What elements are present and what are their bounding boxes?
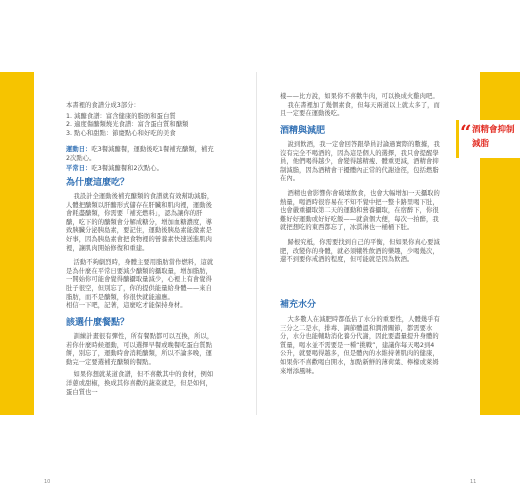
paragraph: 大多數人在減肥時都低估了水分的重要性，人體幾乎有三分之二是水，排毒、調節體溫和潤滑關節，都需要水分，水分也能輔助消化養分代謝，因此要盡量提升身體的質量，喝水並不需要是一種“挑戰”，建議你每天喝2到4公升，就要喝得越多，但是體內的水維持著肌肉的健康，如果你不喜歡喝白開水，加點新鮮的薄荷葉、檸檬或萊姆來增添風味。 (280, 316, 440, 375)
recipe-list-item: 3. 點心和甜點：節慶點心和好吃的美食 (66, 129, 176, 137)
paragraph: 活動不夠劇烈時，身體主要用脂肪當作燃料，這就是為什麼在平常日要減少醣類的攝取量，增加脂肪，一開始你可能會覺得醣攝取量減少，心裡上有會覺得肚子很空，但別忘了，你的提供能量給身體——來自脂肪，而不是醣類，你很快就能適應。 (66, 259, 214, 301)
yellow-side-band-left (0, 72, 34, 415)
section-heading-alcohol: 酒精與減肥 (280, 126, 326, 136)
normal-day-line (66, 165, 214, 174)
recipe-intro-block (66, 102, 214, 138)
workout-day-label: 運動日： (66, 146, 92, 153)
section-water-body (280, 316, 440, 376)
recipe-list-item: 2. 適度傷醣類燒光食譜：富含蛋白質和醣類 (66, 121, 189, 129)
paragraph: 歸根究柢，你需要找到自己的平衡，但如果你真心要減肥，改變你的身體，就必須犧牲飲酒的樂趣，少喝幾次，還不到要你戒酒的程度，但可能就是因為飲酒。 (280, 238, 440, 264)
callout-text: 酒精會抑制減脂 (472, 125, 515, 149)
section-why-body (66, 193, 214, 311)
section-heading-water: 補充水分 (280, 300, 317, 310)
paragraph: 我設計全運動後補充醣類的食譜就有效幫助減脂，人體把醣類以肝醣形式儲存在肝臟和肌肉裡，運動後會耗盡醣類，你需要「補充燃料」，認為讓你的肝醣，吃下的的醣類會分解成糖分，增加血糖濃度，導致胰臟分泌胰島素，要記住，運動後胰島素能激素是好事，因為胰島素會把食物裡的營養素快速送進肌肉裡，讓肌肉開始修復和重建。 (66, 193, 214, 252)
page-number-left: 10 (44, 479, 51, 485)
paragraph: 相信一下吧，記著，這麼吃才能保持身材。 (66, 302, 187, 310)
paragraph: 樣——比方說，如果你不喜歡牛肉，可以換成火雞肉吧。 (280, 93, 439, 100)
page-number-right: 11 (470, 479, 477, 485)
normal-day-text: 吃3餐減醣餐和2次點心。 (91, 165, 163, 173)
workout-day-text: 吃3餐減醣餐，運動後吃1餐補充醣類，補充2次點心。 (66, 146, 214, 162)
normal-day-label: 平常日： (66, 165, 92, 173)
recipe-intro: 本書裡的食譜分成3部分： (66, 102, 140, 109)
paragraph: 酒精也會影響你會破壞飲食，也會大幅增加一天攝取的熱量，喝酒時很容易在不知不覺中把一整卡路里喝下肚，也會嚴重攝取第二天的運動和營養攝取，在宿醉下，你很難好好運動或好好吃飯——就貪個大便，每次一拍醉，我就把想吃的東西都忘了，冰淇淋也一桶桶下肚。 (280, 189, 440, 232)
section-meals-body (66, 333, 214, 397)
paragraph: 我在書裡加了幾個素食，但每天兩道以上就太多了，而且一定要在運動後吃。 (280, 101, 440, 118)
recipe-list-item: 1. 減醣食譜：富含健康的脂肪和蛋白質 (66, 112, 176, 120)
workout-day-line (66, 146, 214, 163)
section-alcohol-body (280, 141, 440, 265)
day-plan-block (66, 146, 214, 174)
section-heading-meals: 該選什麼餐點？ (66, 318, 130, 328)
right-intro-block (280, 93, 444, 119)
paragraph: 如果你想就某道食譜，但不喜歡其中的食材，例如洋蔥或甜椒，換成其你喜歡的蔬菜就是，但是如何，蛋白質也一 (66, 371, 214, 396)
pull-quote-callout (456, 120, 520, 158)
paragraph: 訓練計畫很有彈性，所有餐點都可以互換，所以，若你什麼時候運動，可以選擇早餐或晚餐吃蛋白質點餅，別忘了，運動時會消耗醣類，所以不論多晚，運動完一定要選補充醣類的餐點。 (66, 333, 214, 366)
quote-mark-icon: “ (460, 120, 472, 144)
section-heading-why: 為什麼這麼吃？ (66, 178, 130, 188)
paragraph: 說到飲酒，我一定會回答跟學員討論過實際的數據，我沒有完全不喝酒的，因為這是個人的選擇，我只會提醒學員，他們喝得越少，會變得越精瘦、體重更減，酒精會抑制減脂，因為酒精會干擾體內正常的代謝途徑，包括燃脂在內。 (280, 141, 440, 183)
